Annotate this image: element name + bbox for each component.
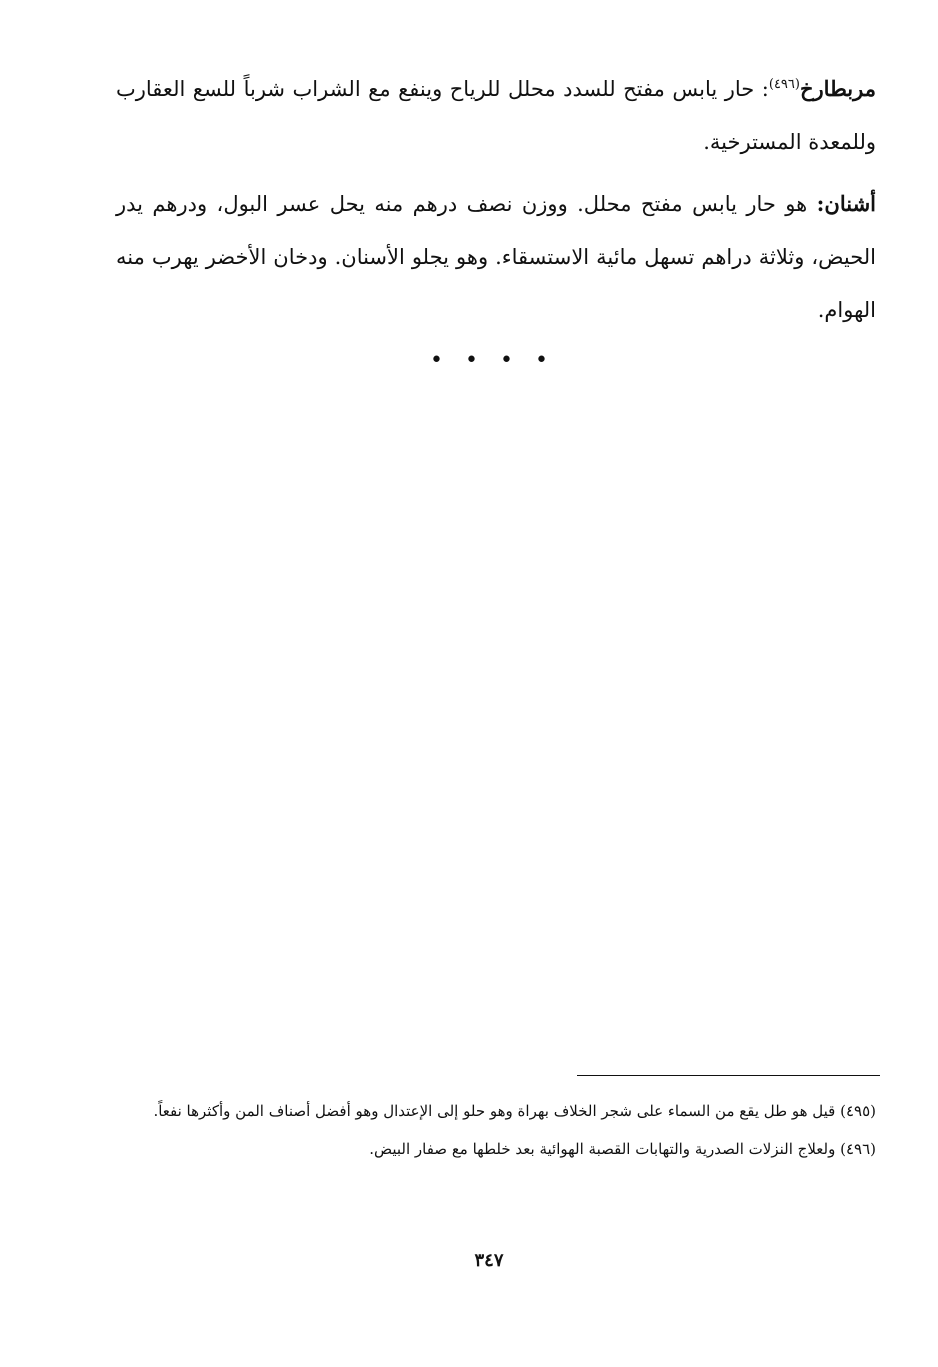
footnotes xyxy=(131,1092,876,1168)
section-separator: •••• xyxy=(430,348,570,373)
entry-murbatarikh xyxy=(116,62,876,169)
footnote-495: (٤٩٥) قيل هو طل يقع من السماء على شجر الخلاف بهراة وهو حلو إلى الإعتدال وهو أفضل أصناف المن وأكثرها نفعاً. xyxy=(153,1102,876,1120)
entry-text: هو حار يابس مفتح محلل. ووزن نصف درهم منه يحل عسر البول، ودرهم يدر الحيض، وثلاثة دراهم تسهل مائية الاستسقاء. وهو يجلو الأسنان. ودخان الأخضر يهرب منه الهوام. xyxy=(116,192,876,322)
entry-text: : حار يابس مفتح للسدد محلل للرياح وينفع مع الشراب شرباً للسع العقارب وللمعدة المسترخية. xyxy=(116,77,876,154)
entry-term: أشنان: xyxy=(816,191,876,216)
entry-term: مربطارخ xyxy=(799,76,876,101)
footnote-496: (٤٩٦) ولعلاج النزلات الصدرية والتهابات القصبة الهوائية بعد خلطها مع صفار البيض. xyxy=(369,1140,876,1158)
main-text xyxy=(116,62,876,337)
footnote-divider xyxy=(577,1075,880,1076)
footnote-reference: (٤٩٦) xyxy=(768,77,800,92)
page-number: ٣٤٧ xyxy=(474,1250,504,1271)
entry-ushnan xyxy=(116,177,876,337)
